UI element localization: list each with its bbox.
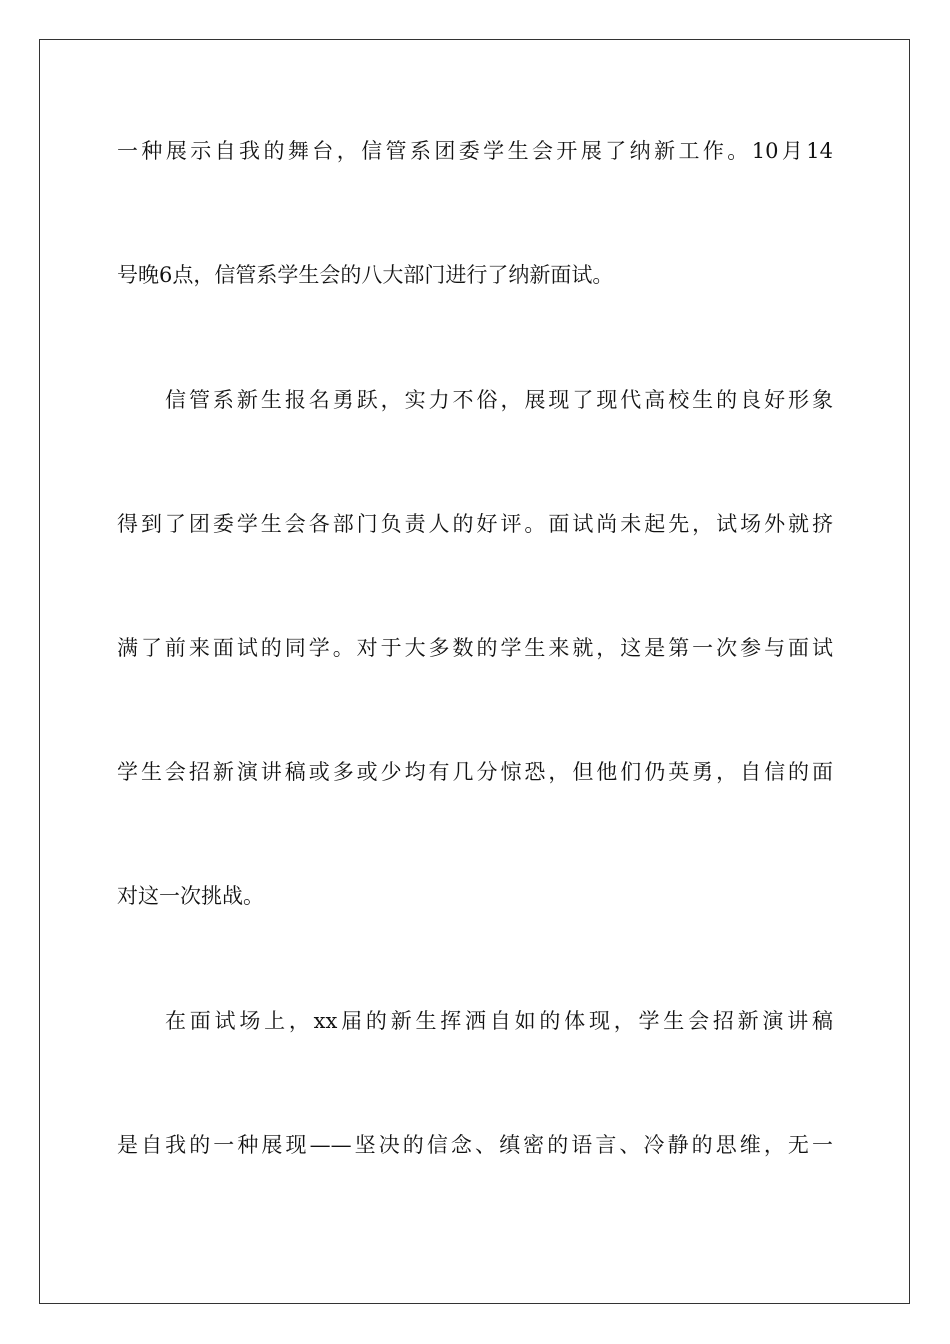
page-border [39,39,910,1304]
text-line-7: 对这一次挑战。 [117,884,264,908]
text-line-3: 信管系新生报名勇跃，实力不俗，展现了现代高校生的良好形象 [165,388,833,412]
text-line-8: 在面试场上，xx届的新生挥洒自如的体现，学生会招新演讲稿 [165,1009,833,1033]
text-line-9: 是自我的一种展现——坚决的信念、缜密的语言、冷静的思维，无一 [117,1133,833,1157]
text-line-4: 得到了团委学生会各部门负责人的好评。面试尚未起先，试场外就挤 [117,512,833,536]
text-line-5: 满了前来面试的同学。对于大多数的学生来就，这是第一次参与面试 [117,636,833,660]
text-line-2: 号晚6点，信管系学生会的八大部门进行了纳新面试。 [117,263,614,287]
text-line-1: 一种展示自我的舞台，信管系团委学生会开展了纳新工作。10月14 [117,139,833,163]
text-line-6: 学生会招新演讲稿或多或少均有几分惊恐，但他们仍英勇，自信的面 [117,760,833,784]
